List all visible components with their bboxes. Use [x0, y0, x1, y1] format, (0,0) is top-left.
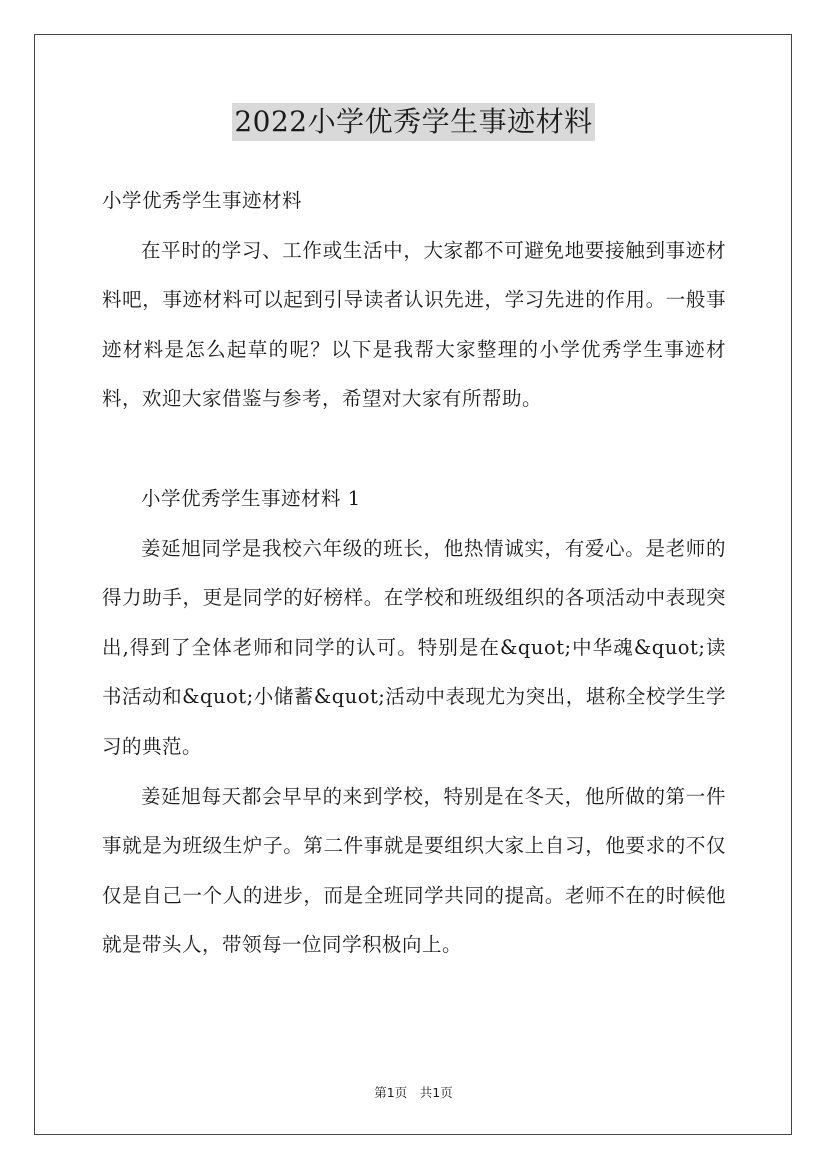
- document-title: 2022小学优秀学生事迹材料: [232, 103, 594, 141]
- document-subtitle: 小学优秀学生事迹材料: [102, 189, 303, 212]
- page-footer: [0, 1083, 827, 1101]
- body-paragraph-1: 姜延旭同学是我校六年级的班长，他热情诚实，有爱心。是老师的得力助手，更是同学的好榜样。在学校和班级组织的各项活动中表现突出,得到了全体老师和同学的认可。特别是在&quot;中华魂&quot;读书活动和&quot;小储蓄&quot;活动中表现尤为突出，堪称全校学生学习的典范。: [102, 536, 726, 758]
- paragraph-gap: [102, 424, 726, 474]
- document-title-wrap: [0, 103, 827, 141]
- document-body: [102, 176, 726, 970]
- body-paragraph-2: 姜延旭每天都会早早的来到学校，特别是在冬天，他所做的第一件事就是为班级生炉子。第二件事就是要组织大家上自习，他要求的不仅仅是自己一个人的进步，而是全班同学共同的提高。老师不在的时候他就是带头人，带领每一位同学积极向上。: [102, 784, 726, 957]
- page-number: 第1页 共1页: [374, 1085, 453, 1100]
- intro-paragraph: 在平时的学习、工作或生活中，大家都不可避免地要接触到事迹材料吧，事迹材料可以起到引导读者认识先进，学习先进的作用。一般事迹材料是怎么起草的呢？以下是我帮大家整理的小学优秀学生事迹材料，欢迎大家借鉴与参考，希望对大家有所帮助。: [102, 238, 726, 411]
- section-heading: 小学优秀学生事迹材料 1: [141, 486, 361, 510]
